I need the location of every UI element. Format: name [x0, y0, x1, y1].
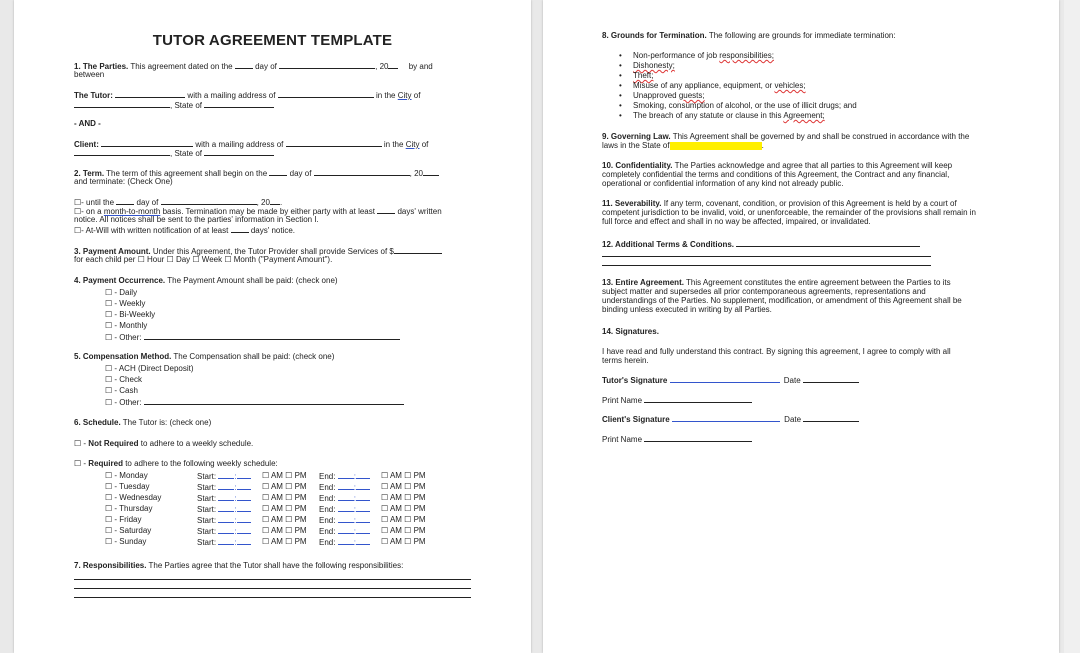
tutor-state-line: , State of: [74, 100, 274, 110]
schedule-day[interactable]: ☐ - Friday: [105, 515, 142, 524]
term-option-at-will: ☐- At-Will with written notification of at least days' notice.: [74, 226, 296, 235]
client-state-line: , State of: [74, 148, 274, 158]
start-ampm-checkbox[interactable]: ☐ AM ☐ PM: [262, 482, 307, 491]
section-10-heading: 10. Confidentiality.: [602, 161, 673, 170]
termination-ground: • Misuse of any appliance, equipment, or vehicles;: [633, 81, 806, 90]
end-time-field[interactable]: End: :: [319, 493, 370, 503]
client-line: Client: with a mailing address of in the City of: [74, 140, 429, 149]
schedule-day[interactable]: ☐ - Sunday: [105, 537, 147, 546]
compensation-option[interactable]: ☐ - Cash: [105, 386, 138, 395]
client-date-field[interactable]: [803, 414, 859, 422]
client-signature-field[interactable]: [672, 414, 780, 422]
section-10-line: 10. Confidentiality. The Parties acknowledge and agree that all parties to this Agreement will keep: [602, 161, 953, 170]
responsibility-line[interactable]: [74, 588, 471, 589]
start-time-field[interactable]: Start: :: [197, 504, 251, 514]
start-time-field[interactable]: Start: :: [197, 515, 251, 525]
section-12-line: [602, 239, 920, 249]
start-time-field[interactable]: Start: :: [197, 471, 251, 481]
blank-field[interactable]: [218, 504, 234, 512]
tutor-address-field[interactable]: [278, 90, 374, 98]
section-2-heading: 2. Term.: [74, 169, 105, 178]
section-11-text: competent jurisdiction to be invalid, void, or unenforceable, the remainder of the provisions shall remain in: [602, 208, 976, 217]
start-ampm-checkbox[interactable]: ☐ AM ☐ PM: [262, 493, 307, 502]
section-3-heading: 3. Payment Amount.: [74, 247, 151, 256]
blank-field[interactable]: [218, 493, 234, 501]
section-4-line: 4. Payment Occurrence. The Payment Amount shall be paid: (check one): [74, 276, 338, 285]
start-time-field[interactable]: Start: :: [197, 482, 251, 492]
tutor-state-field[interactable]: [204, 100, 274, 108]
client-signature-line: Client's Signature Date: [602, 414, 859, 424]
section-10-text: completely confidential the terms and conditions of this Agreement, the Contract and any financial,: [602, 170, 950, 179]
payment-option[interactable]: ☐ - Bi-Weekly: [105, 310, 156, 319]
compensation-option[interactable]: ☐ - ACH (Direct Deposit): [105, 364, 194, 373]
payment-option[interactable]: ☐ - Daily: [105, 288, 138, 297]
section-9-line-2: laws in the State of .: [602, 141, 764, 150]
section-4-heading: 4. Payment Occurrence.: [74, 276, 166, 285]
start-ampm-checkbox[interactable]: ☐ AM ☐ PM: [262, 471, 307, 480]
blank-field[interactable]: [218, 537, 234, 545]
end-time-field[interactable]: End: :: [319, 537, 370, 547]
payment-option[interactable]: ☐ - Monthly: [105, 321, 148, 330]
blank-field[interactable]: [218, 471, 234, 479]
blank-field[interactable]: [314, 168, 410, 176]
section-9-heading: 9. Governing Law.: [602, 132, 671, 141]
tutor-signature-field[interactable]: [670, 375, 780, 383]
tutor-signature-line: Tutor's Signature Date: [602, 375, 859, 385]
month-checkbox[interactable]: ☐- on a: [74, 207, 102, 216]
blank-field[interactable]: [356, 504, 370, 512]
blank-field[interactable]: [338, 504, 354, 512]
section-7-line: 7. Responsibilities. The Parties agree that the Tutor shall have the following responsibilities:: [74, 561, 404, 570]
blank-field[interactable]: [356, 482, 370, 490]
end-ampm-checkbox[interactable]: ☐ AM ☐ PM: [381, 482, 426, 491]
termination-ground: • Smoking, consumption of alcohol, or the use of illicit drugs; and: [633, 101, 857, 110]
at-will-checkbox[interactable]: ☐- At-Will with written notification of at least: [74, 226, 229, 235]
termination-ground: • The breach of any statute or clause in this Agreement;: [633, 111, 825, 120]
signature-statement: terms herein.: [602, 356, 649, 365]
blank-field[interactable]: [116, 197, 134, 205]
blank-field[interactable]: [270, 197, 280, 205]
blank-field[interactable]: [338, 537, 354, 545]
blank-field[interactable]: [338, 493, 354, 501]
schedule-day[interactable]: ☐ - Tuesday: [105, 482, 150, 491]
section-6-line: 6. Schedule. The Tutor is: (check one): [74, 418, 212, 427]
blank-field[interactable]: [388, 61, 398, 69]
compensation-option-other[interactable]: ☐ - Other:: [105, 397, 404, 407]
schedule-day[interactable]: ☐ - Wednesday: [105, 493, 162, 502]
start-ampm-checkbox[interactable]: ☐ AM ☐ PM: [262, 537, 307, 546]
blank-field[interactable]: [161, 197, 257, 205]
signature-statement: I have read and fully understand this contract. By signing this agreement, I agree to comply with all: [602, 347, 951, 356]
section-8-line: 8. Grounds for Termination. The following are grounds for immediate termination:: [602, 31, 896, 40]
end-time-field[interactable]: End: :: [319, 504, 370, 514]
section-8-heading: 8. Grounds for Termination.: [602, 31, 707, 40]
blank-field[interactable]: [74, 148, 170, 156]
section-2-line: 2. Term. The term of this agreement shall begin on the day of , 20: [74, 168, 439, 178]
blank-field[interactable]: [356, 526, 370, 534]
responsibility-line[interactable]: [74, 579, 471, 580]
tutor-print-name-field[interactable]: [644, 395, 752, 403]
end-time-field[interactable]: End: :: [319, 482, 370, 492]
end-time-field[interactable]: End: :: [319, 515, 370, 525]
end-ampm-checkbox[interactable]: ☐ AM ☐ PM: [381, 493, 426, 502]
blank-field[interactable]: [356, 493, 370, 501]
start-time-field[interactable]: Start: :: [197, 537, 251, 547]
blank-field[interactable]: [74, 100, 170, 108]
section-7-heading: 7. Responsibilities.: [74, 561, 147, 570]
blank-field[interactable]: [356, 471, 370, 479]
client-name-field[interactable]: [101, 139, 193, 147]
end-ampm-checkbox[interactable]: ☐ AM ☐ PM: [381, 504, 426, 513]
responsibility-line[interactable]: [74, 597, 471, 598]
section-1-between: between: [74, 70, 105, 79]
blank-field[interactable]: [237, 504, 251, 512]
tutor-line: The Tutor: with a mailing address of in the City of: [74, 91, 421, 100]
section-11-text: full force and effect and shall in no way be affected, impaired, or invalidated.: [602, 217, 871, 226]
start-ampm-checkbox[interactable]: ☐ AM ☐ PM: [262, 526, 307, 535]
vertical-scrollbar[interactable]: [1064, 0, 1080, 653]
section-13-text: subject matter and supersedes all prior contemporaneous agreements, representations and: [602, 287, 926, 296]
section-3-text: for each child per ☐ Hour ☐ Day ☐ Week ☐ Month ("Payment Amount").: [74, 255, 333, 264]
section-2-text: and terminate: (Check One): [74, 177, 173, 186]
other-field[interactable]: [144, 332, 400, 340]
blank-field[interactable]: [338, 471, 354, 479]
blank-field[interactable]: [218, 482, 234, 490]
payment-option-other[interactable]: ☐ - Other:: [105, 332, 400, 342]
blank-field[interactable]: [237, 471, 251, 479]
blank-field[interactable]: [218, 526, 234, 534]
section-6-heading: 6. Schedule.: [74, 418, 121, 427]
client-state-field[interactable]: [204, 148, 274, 156]
until-checkbox[interactable]: ☐- until the: [74, 198, 115, 207]
compensation-option[interactable]: ☐ - Check: [105, 375, 142, 384]
document-title: TUTOR AGREEMENT TEMPLATE: [152, 32, 393, 49]
blank-field[interactable]: [338, 526, 354, 534]
end-ampm-checkbox[interactable]: ☐ AM ☐ PM: [381, 537, 426, 546]
schedule-day[interactable]: ☐ - Thursday: [105, 504, 153, 513]
section-5-heading: 5. Compensation Method.: [74, 352, 172, 361]
end-time-field[interactable]: End: :: [319, 471, 370, 481]
section-1-line: 1. The Parties. This agreement dated on the day of , 20 by and: [74, 62, 433, 71]
blank-field[interactable]: [338, 482, 354, 490]
section-11-line: 11. Severability. If any term, covenant, condition, or provision of this Agreement is held by a court of: [602, 199, 957, 208]
additional-terms-line[interactable]: [602, 265, 931, 266]
tutor-date-field[interactable]: [803, 375, 859, 383]
blank-field[interactable]: [231, 225, 249, 233]
termination-ground: • Unapproved guests;: [633, 91, 705, 100]
blank-field[interactable]: [356, 515, 370, 523]
client-print-name-line: Print Name: [602, 434, 752, 444]
schedule-day[interactable]: ☐ - Monday: [105, 471, 148, 480]
blank-field[interactable]: [235, 61, 253, 69]
other-field[interactable]: [144, 397, 404, 405]
term-option-month: ☐- on a month-to-month basis. Termination may be made by either party with at least days' written: [74, 207, 442, 216]
section-13-heading: 13. Entire Agreement.: [602, 278, 684, 287]
section-9-line: 9. Governing Law. This Agreement shall be governed by and shall be construed in accordance with the: [602, 132, 970, 141]
blank-field[interactable]: [279, 61, 375, 69]
section-10-text: operational or confidential information of any kind not already public.: [602, 179, 844, 188]
notice-text: notice. All notices shall be sent to the parties' information in Section I.: [74, 215, 319, 224]
section-13-line: 13. Entire Agreement. This Agreement constitutes the entire agreement between the Parties to its: [602, 278, 951, 287]
payment-amount-field[interactable]: [394, 246, 442, 254]
end-ampm-checkbox[interactable]: ☐ AM ☐ PM: [381, 471, 426, 480]
section-3-line: 3. Payment Amount. Under this Agreement, the Tutor Provider shall provide Services of $: [74, 246, 442, 256]
blank-field[interactable]: [356, 537, 370, 545]
blank-field[interactable]: [218, 515, 234, 523]
start-time-field[interactable]: Start: :: [197, 493, 251, 503]
required-option[interactable]: ☐ - Required to adhere to the following weekly schedule:: [74, 459, 278, 468]
blank-field[interactable]: [269, 168, 287, 176]
client-print-name-field[interactable]: [644, 434, 752, 442]
blank-field[interactable]: [237, 526, 251, 534]
start-ampm-checkbox[interactable]: ☐ AM ☐ PM: [262, 504, 307, 513]
section-5-line: 5. Compensation Method. The Compensation shall be paid: (check one): [74, 352, 335, 361]
termination-ground: • Dishonesty;: [633, 61, 675, 70]
blank-field[interactable]: [237, 493, 251, 501]
start-time-field[interactable]: Start: :: [197, 526, 251, 536]
termination-ground: • Theft;: [633, 71, 653, 80]
section-11-heading: 11. Severability.: [602, 199, 662, 208]
section-1-heading: 1. The Parties.: [74, 62, 129, 71]
blank-field[interactable]: [377, 206, 395, 214]
schedule-day[interactable]: ☐ - Saturday: [105, 526, 152, 535]
additional-terms-field[interactable]: [736, 239, 920, 247]
additional-terms-line[interactable]: [602, 256, 931, 257]
section-14-heading: 14. Signatures.: [602, 327, 659, 336]
and-separator: - AND -: [74, 119, 101, 128]
term-option-until: ☐- until the day of , 20 .: [74, 198, 283, 207]
end-time-field[interactable]: End: :: [319, 526, 370, 536]
state-highlight-field[interactable]: [670, 142, 762, 150]
blank-field[interactable]: [338, 515, 354, 523]
client-address-field[interactable]: [286, 139, 382, 147]
start-ampm-checkbox[interactable]: ☐ AM ☐ PM: [262, 515, 307, 524]
document-page-2: [543, 0, 1059, 653]
section-13-text: binding unless executed in writing by all Parties.: [602, 305, 772, 314]
end-ampm-checkbox[interactable]: ☐ AM ☐ PM: [381, 515, 426, 524]
tutor-name-field[interactable]: [115, 90, 185, 98]
termination-ground: • Non-performance of job responsibilities;: [633, 51, 774, 60]
document-page-1: [14, 0, 531, 653]
blank-field[interactable]: [237, 482, 251, 490]
not-required-option[interactable]: ☐ - Not Required to adhere to a weekly schedule.: [74, 439, 254, 448]
section-13-text: understandings of the Parties. No supplement, modification, or amendment of this Agreement shall be: [602, 296, 962, 305]
blank-field[interactable]: [423, 168, 439, 176]
blank-field[interactable]: [237, 515, 251, 523]
blank-field[interactable]: [237, 537, 251, 545]
end-ampm-checkbox[interactable]: ☐ AM ☐ PM: [381, 526, 426, 535]
payment-option[interactable]: ☐ - Weekly: [105, 299, 146, 308]
section-12-heading: 12. Additional Terms & Conditions.: [602, 240, 735, 249]
tutor-print-name-line: Print Name: [602, 395, 752, 405]
